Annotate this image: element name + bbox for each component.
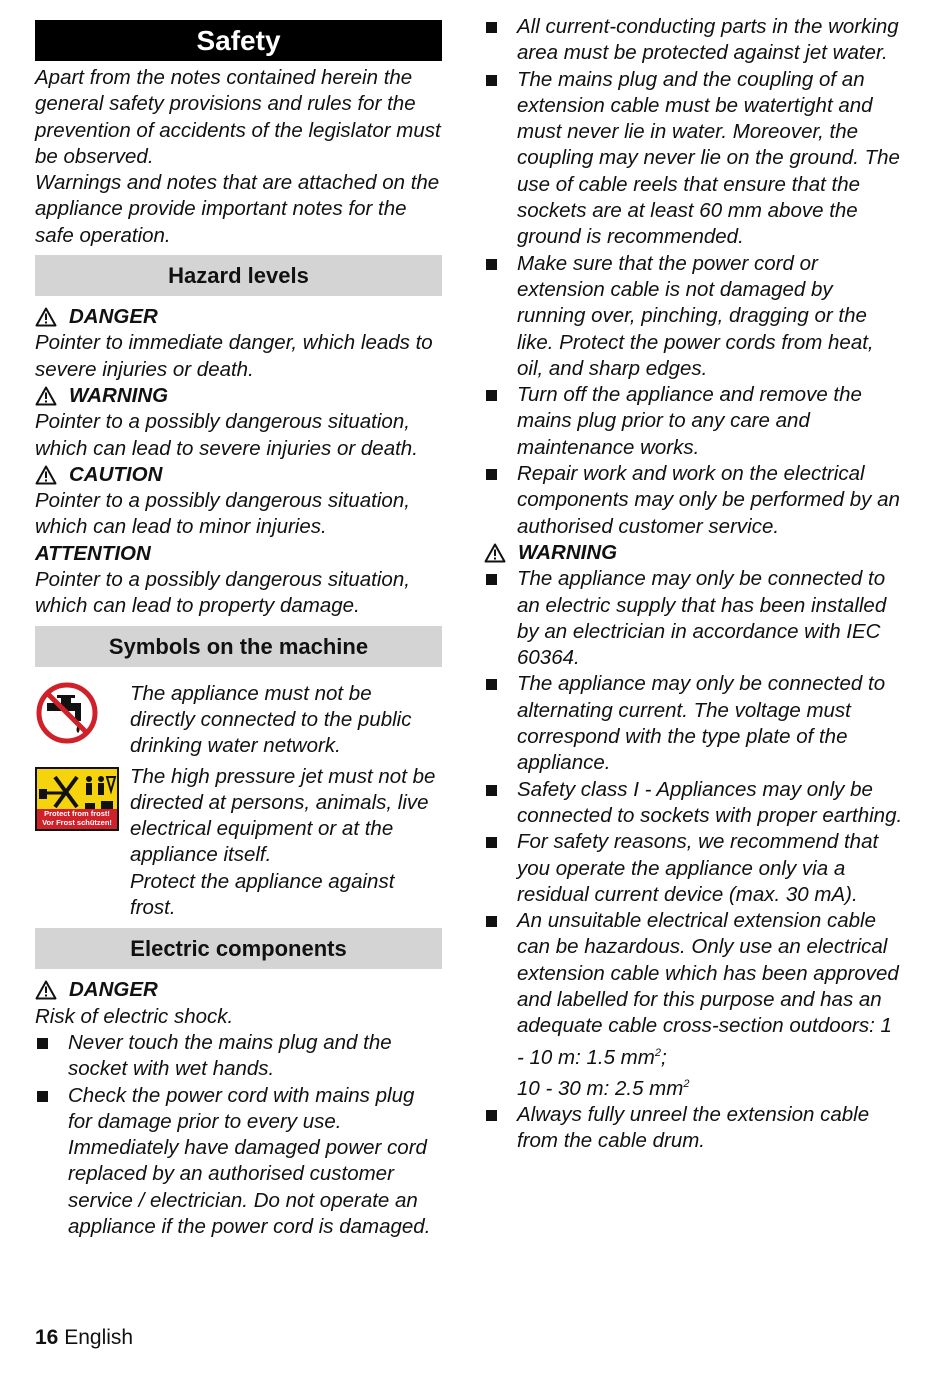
page-number: 16	[35, 1326, 59, 1349]
list-item: Make sure that the power cord or extension cable is not damaged by running over, pinching, dragging or the like. Protect the power cords from heat, oil, and sharp edges.	[484, 251, 904, 382]
danger-label: DANGER	[69, 305, 158, 329]
warning-triangle-icon	[35, 980, 57, 1000]
page-footer	[35, 1326, 133, 1350]
list-item: Never touch the mains plug and the socket with wet hands.	[35, 1030, 442, 1083]
list-item: For safety reasons, we recommend that you operate the appliance only via a residual current device (max. 30 mA).	[484, 829, 904, 908]
warning-triangle-icon	[35, 465, 57, 485]
page-title: Safety	[35, 20, 442, 61]
warning-triangle-icon	[484, 543, 506, 563]
caution-text: Pointer to a possibly dangerous situation, which can lead to minor injuries.	[35, 489, 410, 539]
list-item: All current-conducting parts in the working area must be protected against jet water.	[484, 14, 904, 67]
list-item: Repair work and work on the electrical components may only be performed by an authorised customer service.	[484, 461, 904, 540]
hazard-levels-heading: Hazard levels	[35, 255, 442, 296]
attention-text: Pointer to a possibly dangerous situation, which can lead to property damage.	[35, 568, 410, 618]
danger-text: Pointer to immediate danger, which leads to severe injuries or death.	[35, 331, 433, 381]
right-list-2	[484, 566, 904, 1154]
caution-label: CAUTION	[69, 462, 163, 486]
list-item-extension-cable: An unsuitable electrical extension cable can be hazardous. Only use an electrical extension cable which has been approved and labelled for this purpose and has an adequate cable cross-section outdoors: 1 - 10 m: 1.5 $mm^2$; 10 - 30 m: 2.5 $mm^2$	[484, 908, 904, 1102]
symbol-1-text: The appliance must not be directly connected to the public drinking water network.	[130, 681, 412, 758]
left-column	[35, 20, 442, 1240]
list-item: The mains plug and the coupling of an extension cable must be watertight and must never lie in water. Moreover, the coupling may never lie on the ground. The use of cable reels that ensure that the sockets are at least 60 mm above the ground is recommended.	[484, 67, 904, 251]
symbol-row-drinking-water	[35, 681, 442, 760]
right-warning-heading	[484, 540, 904, 566]
list-item: The appliance may only be connected to an electric supply that has been installed by an electrician in accordance with IEC 60364.	[484, 566, 904, 671]
electric-danger-text: Risk of electric shock.	[35, 1004, 234, 1028]
electric-danger-label: DANGER	[69, 978, 158, 1002]
list-item: Always fully unreel the extension cable from the cable drum.	[484, 1102, 904, 1155]
electric-list	[35, 1030, 442, 1240]
symbol-2-text: The high pressure jet must not be directed at persons, animals, live electrical equipment or at the appliance itself.	[130, 764, 436, 867]
symbol-2-text-frost: Protect the appliance against frost.	[130, 869, 395, 920]
warning-heading	[35, 383, 442, 409]
intro-paragraph-2: Warnings and notes that are attached on the appliance provide important notes for the safe operation.	[35, 171, 440, 247]
right-warning-label: WARNING	[518, 540, 618, 564]
electric-danger-heading	[35, 977, 442, 1003]
frost-label-en: Protect from frost!	[44, 808, 110, 818]
symbol-row-high-pressure	[35, 764, 442, 922]
warning-text: Pointer to a possibly dangerous situation, which can lead to severe injuries or death.	[35, 410, 418, 460]
footer-language: English	[64, 1326, 134, 1349]
intro-paragraph-1: Apart from the notes contained herein the general safety provisions and rules for the prevention of accidents of the legislator must be observed.	[35, 66, 441, 168]
warning-triangle-icon	[35, 386, 57, 406]
list-item: Turn off the appliance and remove the mains plug prior to any care and maintenance works.	[484, 382, 904, 461]
attention-label: ATTENTION	[35, 541, 151, 565]
warning-label: WARNING	[69, 383, 169, 407]
electric-components-heading: Electric components	[35, 928, 442, 969]
right-column	[484, 14, 904, 1154]
caution-heading	[35, 462, 442, 488]
list-item: Check the power cord with mains plug for damage prior to every use. Immediately have damaged power cord replaced by an authorised customer service / electrician. Do not operate an appliance if the power cord is damaged.	[35, 1083, 442, 1241]
attention-heading	[35, 541, 442, 567]
no-drinking-water-connection-icon	[35, 681, 121, 750]
symbols-heading: Symbols on the machine	[35, 626, 442, 667]
frost-label-de: Vor Frost schützen!	[42, 817, 112, 827]
list-item: Safety class I - Appliances may only be connected to sockets with proper earthing.	[484, 777, 904, 830]
danger-heading	[35, 304, 442, 330]
list-item: The appliance may only be connected to alternating current. The voltage must correspond with the type plate of the appliance.	[484, 671, 904, 776]
right-list-1	[484, 14, 904, 540]
high-pressure-jet-warning-icon	[35, 767, 121, 831]
warning-triangle-icon	[35, 307, 57, 327]
